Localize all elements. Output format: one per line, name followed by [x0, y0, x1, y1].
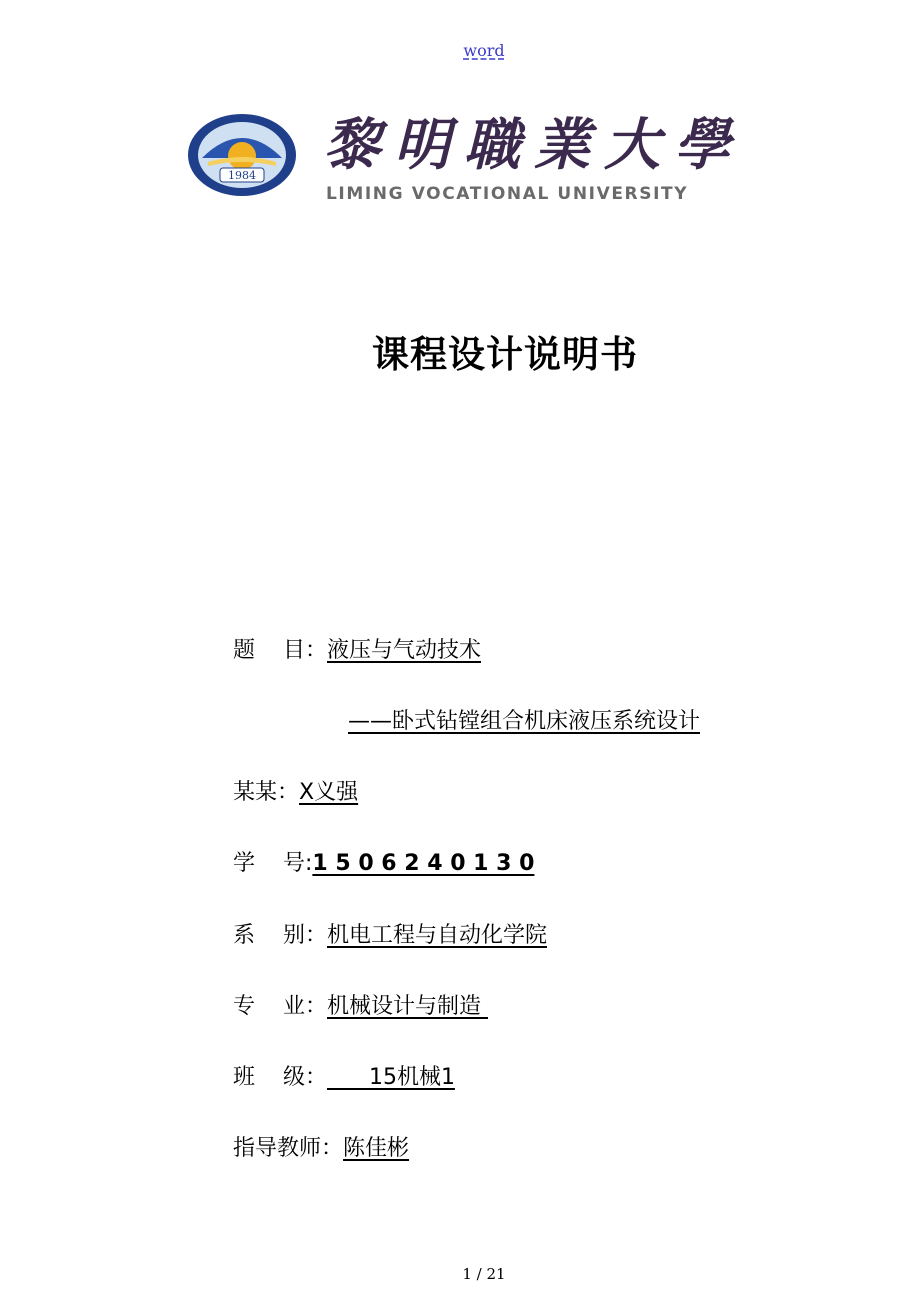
student-id-label: 学 号: — [233, 851, 313, 876]
department-label: 系 别： — [233, 923, 327, 948]
field-class — [233, 1064, 455, 1092]
major-label: 专 业： — [233, 994, 327, 1019]
field-subtopic — [348, 708, 700, 736]
major-value: 机械设计与制造 — [326, 994, 488, 1019]
university-seal-icon — [186, 112, 298, 198]
department-value: 机电工程与自动化学院 — [326, 923, 547, 948]
field-advisor — [233, 1135, 409, 1163]
advisor-label: 指导教师： — [233, 1136, 344, 1161]
university-name-en: LIMING VOCATIONAL UNIVERSITY — [326, 184, 689, 204]
seal-year: 1984 — [228, 169, 256, 182]
field-major — [233, 993, 488, 1021]
name-label: 某某： — [233, 780, 300, 805]
header-word-link[interactable]: word — [463, 41, 505, 60]
advisor-value: 陈佳彬 — [343, 1136, 410, 1161]
topic-value: 液压与气动技术 — [326, 638, 481, 663]
field-student-id — [233, 850, 534, 878]
page-indicator: 1 / 21 — [462, 1265, 506, 1283]
student-id-value: 1 5 0 6 2 4 0 1 3 0 — [312, 851, 535, 876]
topic-label: 题 目： — [233, 638, 327, 663]
name-value: X义强 — [299, 780, 359, 805]
field-name — [233, 779, 358, 807]
university-logo-banner — [178, 110, 798, 210]
document-title: 课程设计说明书 — [372, 333, 638, 376]
class-value: 15机械1 — [326, 1065, 455, 1090]
class-label: 班 级： — [233, 1065, 327, 1090]
field-topic — [233, 637, 481, 665]
subtopic-value: ——卧式钻镗组合机床液压系统设计 — [348, 709, 701, 734]
field-department — [233, 922, 547, 950]
university-name-cn: 黎明職業大學 — [324, 112, 744, 178]
